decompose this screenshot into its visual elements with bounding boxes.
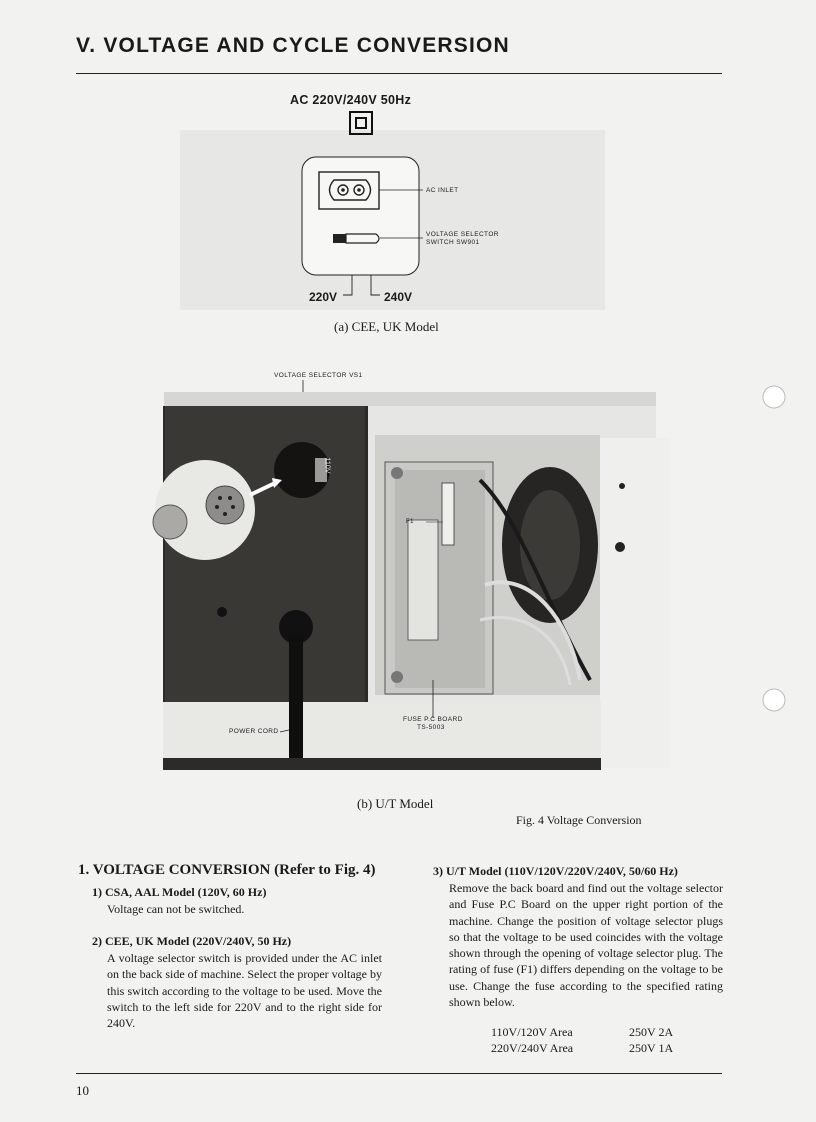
page-number: 10 xyxy=(76,1083,89,1098)
voltage-220-label: 220V xyxy=(309,290,338,304)
f1-label: F1 xyxy=(406,519,414,525)
binder-holes xyxy=(760,375,790,720)
item1-heading: 1) CSA, AAL Model (120V, 60 Hz) xyxy=(92,885,267,899)
rating-value: 250V 1A xyxy=(629,1041,674,1055)
selector-switch-label-2: SWITCH SW901 xyxy=(426,239,480,246)
rating-area: 110V/120V Area xyxy=(491,1025,573,1039)
selector-switch-icon xyxy=(333,234,346,243)
item2-heading: 2) CEE, UK Model (220V/240V, 50 Hz) xyxy=(92,934,292,948)
binder-hole-icon xyxy=(763,689,785,711)
supply-voltage-label: AC 220V/240V 50Hz xyxy=(290,93,412,107)
rating-row xyxy=(491,1024,673,1040)
plug-voltage-label: 110V xyxy=(323,457,331,474)
figure-a-drawing xyxy=(80,110,740,315)
ac-inlet-label: AC INLET xyxy=(426,187,459,194)
footer-rule xyxy=(76,1073,722,1074)
fuse-f1 xyxy=(442,483,454,545)
voltage-selector-label: VOLTAGE SELECTOR VS1 xyxy=(274,372,363,379)
ratings-table xyxy=(491,1024,673,1056)
rating-area: 220V/240V Area xyxy=(491,1041,574,1055)
fuse-board-label-2: TS-5003 xyxy=(417,724,445,731)
binder-hole-icon xyxy=(763,386,785,408)
rating-value: 250V 2A xyxy=(629,1025,674,1039)
rating-row xyxy=(491,1040,673,1056)
page-title: V. VOLTAGE AND CYCLE CONVERSION xyxy=(76,34,510,57)
item2-body: A voltage selector switch is provided under the AC inlet on the back side of machine. Select the proper voltage by this switch according to the voltage to be used. Move the switch to the left side for 220V and to the right side for 240V. xyxy=(107,951,382,1031)
power-cord-label: POWER CORD xyxy=(229,728,279,735)
figure-a-caption: (a) CEE, UK Model xyxy=(334,319,439,334)
voltage-240-label: 240V xyxy=(384,290,413,304)
figure-b-caption: (b) U/T Model xyxy=(357,796,434,811)
item3-heading: 3) U/T Model (110V/120V/220V/240V, 50/60 Hz) xyxy=(433,864,678,878)
item3-body: Remove the back board and find out the voltage selector and Fuse P.C Board on the upper right portion of the machine. Change the position of voltage selector plugs so that the voltage to be used coincides with the voltage shown through the opening of voltage selector plug. The rating of fuse (F1) differs depending on the voltage to be use. Change the fuse according to the specified rating shown below. xyxy=(449,881,723,1010)
header-rule xyxy=(76,73,722,74)
fuse-board-label-1: FUSE P.C BOARD xyxy=(403,716,463,723)
section-heading: 1. VOLTAGE CONVERSION (Refer to Fig. 4) xyxy=(78,862,376,878)
selector-switch-label-1: VOLTAGE SELECTOR xyxy=(426,231,499,238)
item1-body: Voltage can not be switched. xyxy=(107,902,245,916)
figure-caption: Fig. 4 Voltage Conversion xyxy=(516,813,642,827)
